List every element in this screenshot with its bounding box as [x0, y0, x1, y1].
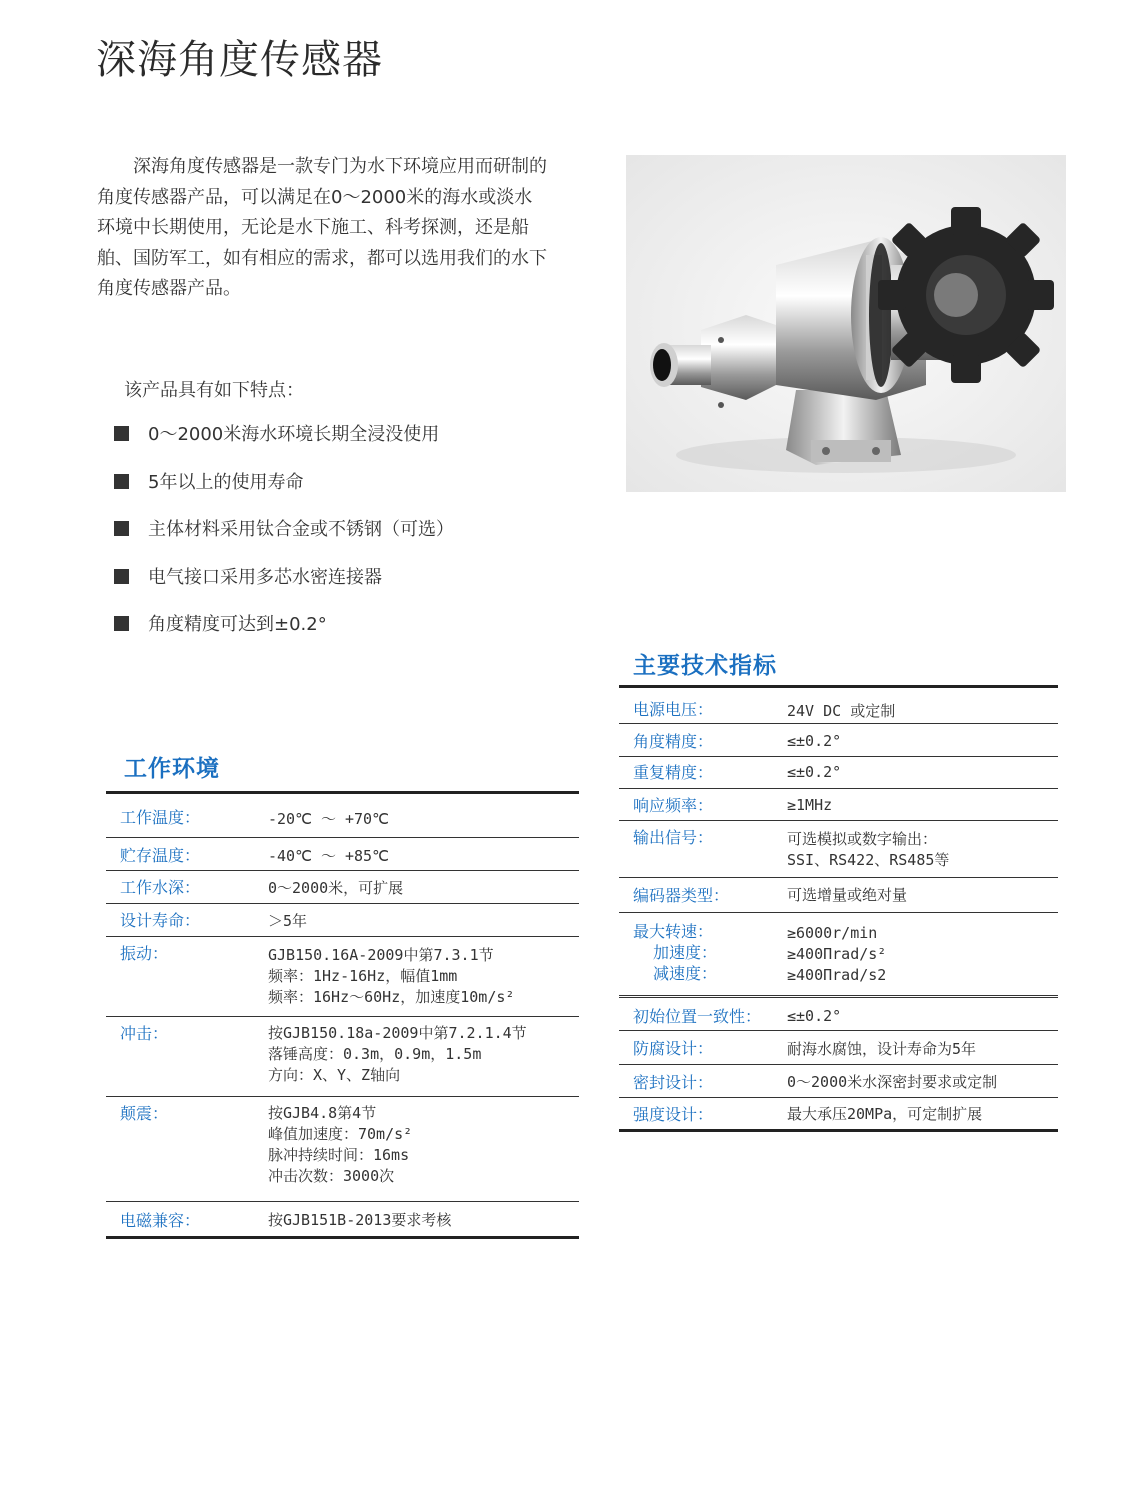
spec-key: 电磁兼容： — [120, 1211, 201, 1230]
spec-value: 频率：1Hz-16Hz，幅值1mm — [268, 967, 458, 985]
tech-row — [619, 687, 1058, 724]
spec-key: 贮存温度： — [106, 838, 268, 871]
spec-key: 输出信号： — [619, 821, 787, 878]
env-row — [106, 838, 579, 871]
spec-key: 颠震： — [106, 1097, 268, 1202]
spec-value: ≥1MHz — [787, 796, 833, 814]
sensor-illustration — [626, 155, 1066, 492]
spec-value: 冲击次数：3000次 — [268, 1167, 395, 1185]
tech-row — [619, 878, 1058, 913]
tech-row — [619, 997, 1058, 1031]
spec-key: 初始位置一致性： — [619, 997, 787, 1031]
feature-item: 0～2000米海水环境长期全浸没使用 — [114, 420, 454, 468]
page-title: 深海角度传感器 — [96, 37, 383, 83]
env-row — [106, 871, 579, 904]
square-bullet-icon — [114, 474, 129, 489]
spec-value: ≥400Πrad/s2 — [787, 966, 887, 984]
spec-value: 按GJB150.18a-2009中第7.2.1.4节 — [268, 1024, 527, 1042]
intro-paragraph: 深海角度传感器是一款专门为水下环境应用而研制的角度传感器产品，可以满足在0～2000米的海水或淡水环境中长期使用，无论是水下施工、科考探测，还是船舶、国防军工，如有相应的需求，都可以选用我们的水下角度传感器产品。 — [97, 156, 547, 299]
env-row — [106, 1202, 579, 1238]
spec-value: 0～2000米，可扩展 — [268, 879, 404, 897]
spec-value: 最大承压20MPa，可定制扩展 — [787, 1105, 983, 1123]
spec-value: 0～2000米水深密封要求或定制 — [787, 1073, 998, 1091]
env-row — [106, 793, 579, 838]
spec-value: ≥6000r/min — [787, 924, 878, 942]
spec-value: 频率：16Hz～60Hz，加速度10m/s² — [268, 988, 515, 1006]
product-image — [626, 155, 1066, 492]
tech-row — [619, 724, 1058, 757]
tech-row — [619, 821, 1058, 878]
square-bullet-icon — [114, 569, 129, 584]
feature-item: 电气接口采用多芯水密连接器 — [114, 563, 454, 611]
spec-value: ≤±0.2° — [787, 1007, 842, 1025]
feature-item: 角度精度可达到±0.2° — [114, 610, 454, 658]
spec-value: 按GJB151B-2013要求考核 — [268, 1211, 452, 1229]
spec-value: SSI、RS422、RS485等 — [787, 851, 950, 869]
spec-key: 响应频率： — [619, 789, 787, 821]
spec-key: 密封设计： — [619, 1065, 787, 1098]
spec-value: 方向：X、Y、Z轴向 — [268, 1066, 401, 1084]
feature-item: 5年以上的使用寿命 — [114, 468, 454, 516]
spec-value: -40℃ ～ +85℃ — [268, 847, 389, 865]
spec-key: 设计寿命： — [106, 904, 268, 937]
tech-spec-table — [619, 685, 1058, 1132]
tech-section-title: 主要技术指标 — [633, 653, 777, 679]
spec-key: 防腐设计： — [619, 1031, 787, 1065]
spec-value: ＞5年 — [268, 912, 308, 930]
spec-value: ≥400Πrad/s² — [787, 945, 887, 963]
feature-list — [114, 420, 454, 658]
spec-key: 重复精度： — [619, 757, 787, 789]
tech-row — [619, 1031, 1058, 1065]
spec-value: 可选增量或绝对量 — [787, 886, 908, 904]
feature-item: 主体材料采用钛合金或不锈钢（可选） — [114, 515, 454, 563]
spec-value: GJB150.16A-2009中第7.3.1节 — [268, 946, 494, 964]
spec-value: 脉冲持续时间：16ms — [268, 1146, 410, 1164]
spec-key: 工作温度： — [106, 793, 268, 838]
spec-key: 工作水深： — [106, 871, 268, 904]
spec-key: 最大转速： — [633, 922, 714, 941]
square-bullet-icon — [114, 426, 129, 441]
tech-row — [619, 913, 1058, 997]
spec-value: ≤±0.2° — [787, 763, 842, 781]
spec-key-sub: 减速度： — [653, 964, 718, 983]
features-lead: 该产品具有如下特点： — [124, 380, 304, 401]
spec-value: -20℃ ～ +70℃ — [268, 810, 389, 828]
spec-value: 耐海水腐蚀，设计寿命为5年 — [787, 1040, 977, 1058]
env-row — [106, 937, 579, 1017]
spec-key: 角度精度： — [619, 724, 787, 757]
spec-key: 强度设计： — [633, 1105, 714, 1124]
spec-value: 按GJB4.8第4节 — [268, 1104, 377, 1122]
spec-value: 可选模拟或数字输出： — [787, 830, 938, 848]
square-bullet-icon — [114, 616, 129, 631]
env-row — [106, 1097, 579, 1202]
spec-key: 冲击： — [106, 1017, 268, 1097]
tech-row — [619, 789, 1058, 821]
spec-value: 落锤高度：0.3m，0.9m，1.5m — [268, 1045, 482, 1063]
square-bullet-icon — [114, 521, 129, 536]
spec-value: 24V DC 或定制 — [787, 702, 896, 720]
tech-row — [619, 1065, 1058, 1098]
tech-row — [619, 1098, 1058, 1131]
spec-key: 振动： — [106, 937, 268, 1017]
spec-key-sub: 加速度： — [653, 943, 718, 962]
spec-value: ≤±0.2° — [787, 732, 842, 750]
env-row — [106, 904, 579, 937]
spec-value: 峰值加速度：70m/s² — [268, 1125, 413, 1143]
tech-row — [619, 757, 1058, 789]
env-spec-table — [106, 791, 579, 1239]
spec-key: 电源电压： — [619, 687, 787, 724]
env-row — [106, 1017, 579, 1097]
env-section-title: 工作环境 — [124, 756, 220, 782]
spec-key: 编码器类型： — [619, 878, 787, 913]
